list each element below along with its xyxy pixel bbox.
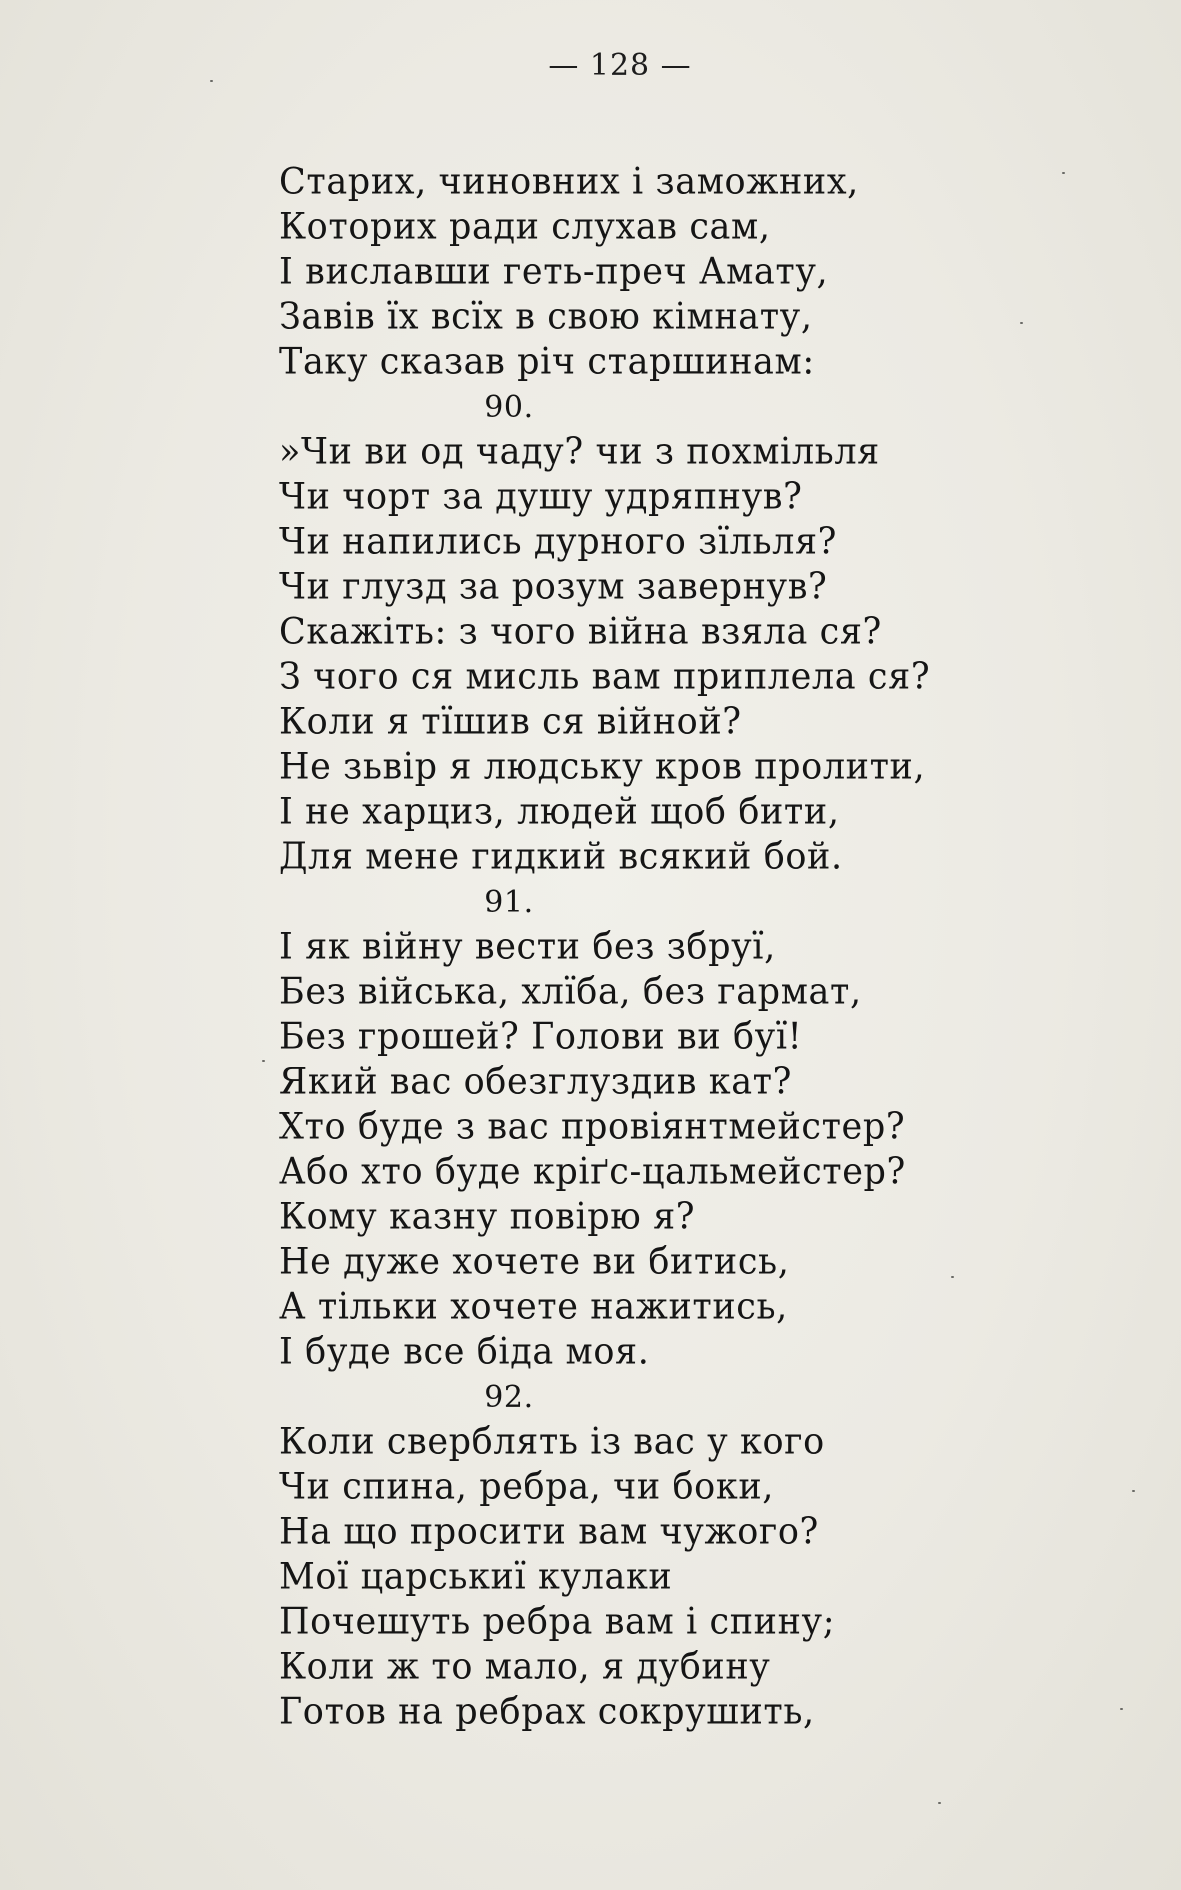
paper-speck <box>951 1276 954 1278</box>
stanza-number: 92. <box>484 1380 534 1415</box>
poem-line: Який вас обезглуздив кат? <box>279 1061 792 1103</box>
poem-line: Таку сказав річ старшинам: <box>279 341 815 383</box>
paper-speck <box>262 1060 265 1062</box>
poem-line: Без грошей? Голови ви буї! <box>279 1016 803 1058</box>
poem-line: Чи глузд за розум завернув? <box>279 566 828 608</box>
stanza-number: 91. <box>484 885 534 920</box>
poem-line: Коли сверблять із вас у кого <box>279 1421 825 1463</box>
poem-line: Чи чорт за душу удряпнув? <box>279 476 803 518</box>
poem-line: А тільки хочете нажитись, <box>279 1286 788 1328</box>
poem-line: Без війська, хлїба, без гармат, <box>279 971 862 1013</box>
poem-line: Для мене гидкий всякий бой. <box>279 836 843 878</box>
poem-line: Готов на ребрах сокрушить, <box>279 1691 815 1733</box>
paper-speck <box>1020 322 1023 324</box>
poem-line: Хто буде з вас провіянтмейстер? <box>279 1106 906 1148</box>
poem-line: Которих ради слухав сам, <box>279 206 771 248</box>
poem-line: »Чи ви од чаду? чи з похмільля <box>279 431 880 473</box>
poem-line: Чи спина, ребра, чи боки, <box>279 1466 774 1508</box>
poem-line: І як війну вести без збруї, <box>279 926 776 968</box>
poem-line: І буде все біда моя. <box>279 1331 650 1373</box>
poem-line: Коли я тїшив ся війной? <box>279 701 742 743</box>
poem-line: Завів їх всїх в свою кімнату, <box>279 296 813 338</box>
poem-line: Не дуже хочете ви битись, <box>279 1241 790 1283</box>
poem-line: Мої царськиї кулаки <box>279 1556 673 1598</box>
poem-line: Скажіть: з чого війна взяла ся? <box>279 611 882 653</box>
paper-speck <box>210 80 213 82</box>
poem-line: Чи напились дурного зїльля? <box>279 521 838 563</box>
page-number: — 128 — <box>548 48 692 83</box>
poem-line: І виславши геть-преч Амату, <box>279 251 829 293</box>
poem-line: І не харциз, людей щоб бити, <box>279 791 840 833</box>
paper-speck <box>1132 1490 1135 1492</box>
poem-line: З чого ся мисль вам приплела ся? <box>279 656 931 698</box>
paper-speck <box>1062 172 1065 174</box>
poem-text <box>279 160 1159 1735</box>
poem-line: Кому казну повірю я? <box>279 1196 696 1238</box>
poem-line: Почешуть ребра вам і спину; <box>279 1601 836 1643</box>
stanza-number: 90. <box>484 390 534 425</box>
poem-line: Не зьвір я людську кров пролити, <box>279 746 926 788</box>
paper-speck <box>1120 1708 1123 1710</box>
poem-line: Коли ж то мало, я дубину <box>279 1646 771 1688</box>
poem-line: На що просити вам чужого? <box>279 1511 819 1553</box>
poem-line: Або хто буде кріґс-цальмейстер? <box>279 1151 906 1193</box>
paper-speck <box>938 1802 941 1804</box>
poem-line: Старих, чиновних і заможних, <box>279 161 859 203</box>
